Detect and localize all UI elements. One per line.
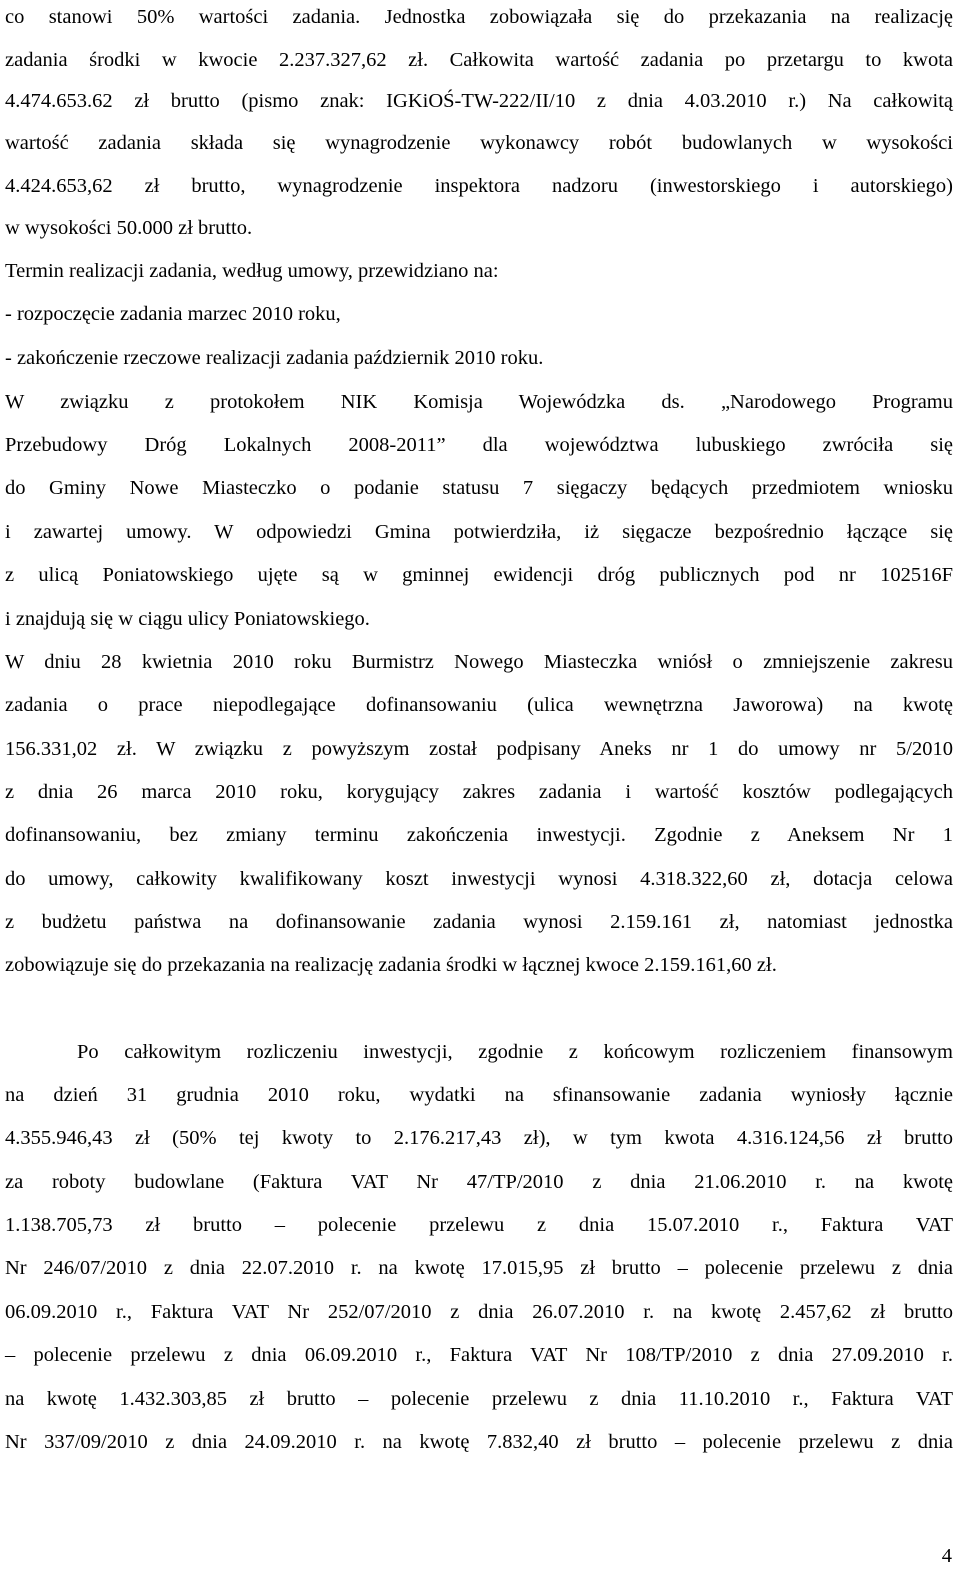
text-line: i zawartej umowy. W odpowiedzi Gmina potwierdziła, iż sięgacze bezpośrednio łączące się [5, 521, 953, 543]
text-line: na kwotę 1.432.303,85 zł brutto – polecenie przelewu z dnia 11.10.2010 r., Faktura VAT [5, 1388, 953, 1410]
text-line: 4.474.653.62 zł brutto (pismo znak: IGKiOŚ-TW-222/II/10 z dnia 4.03.2010 r.) Na całkowitą [5, 90, 953, 112]
text-line: - zakończenie rzeczowe realizacji zadania październik 2010 roku. [5, 347, 544, 369]
text-line: na dzień 31 grudnia 2010 roku, wydatki na sfinansowanie zadania wyniosły łącznie [5, 1084, 953, 1106]
text-line: Przebudowy Dróg Lokalnych 2008-2011” dla województwa lubuskiego zwróciła się [5, 434, 953, 456]
text-line: - rozpoczęcie zadania marzec 2010 roku, [5, 303, 341, 325]
text-line: W dniu 28 kwietnia 2010 roku Burmistrz Nowego Miasteczka wniósł o zmniejszenie zakresu [5, 651, 953, 673]
text-line: z budżetu państwa na dofinansowanie zadania wynosi 2.159.161 zł, natomiast jednostka [5, 911, 953, 933]
text-line: z ulicą Poniatowskiego ujęte są w gminnej ewidencji dróg publicznych pod nr 102516F [5, 564, 953, 586]
text-line: zadania środki w kwocie 2.237.327,62 zł. Całkowita wartość zadania po przetargu to kwota [5, 49, 953, 71]
text-line: W związku z protokołem NIK Komisja Wojewódzka ds. „Narodowego Programu [5, 391, 953, 413]
text-line: 4.424.653,62 zł brutto, wynagrodzenie inspektora nadzoru (inwestorskiego i autorskiego) [5, 175, 953, 197]
text-line: dofinansowaniu, bez zmiany terminu zakończenia inwestycji. Zgodnie z Aneksem Nr 1 [5, 824, 953, 846]
text-line: co stanowi 50% wartości zadania. Jednostka zobowiązała się do przekazania na realizację [5, 6, 953, 28]
page-number: 4 [941, 1545, 952, 1567]
text-line: i znajdują się w ciągu ulicy Poniatowskiego. [5, 608, 370, 630]
text-line: – polecenie przelewu z dnia 06.09.2010 r., Faktura VAT Nr 108/TP/2010 z dnia 27.09.2010 r. [5, 1344, 953, 1366]
text-line: za roboty budowlane (Faktura VAT Nr 47/TP/2010 z dnia 21.06.2010 r. na kwotę [5, 1171, 953, 1193]
text-line: do umowy, całkowity kwalifikowany koszt inwestycji wynosi 4.318.322,60 zł, dotacja celowa [5, 868, 953, 890]
text-line: 06.09.2010 r., Faktura VAT Nr 252/07/2010 z dnia 26.07.2010 r. na kwotę 2.457,62 zł brutto [5, 1301, 953, 1323]
text-line: do Gminy Nowe Miasteczko o podanie statusu 7 sięgaczy będących przedmiotem wniosku [5, 477, 953, 499]
text-line: Termin realizacji zadania, według umowy, przewidziano na: [5, 260, 499, 282]
text-line: zobowiązuje się do przekazania na realizację zadania środki w łącznej kwoce 2.159.161,60 zł. [5, 954, 777, 976]
text-line: z dnia 26 marca 2010 roku, korygujący zakres zadania i wartość kosztów podlegających [5, 781, 953, 803]
text-line: w wysokości 50.000 zł brutto. [5, 217, 253, 239]
text-line: 1.138.705,73 zł brutto – polecenie przelewu z dnia 15.07.2010 r., Faktura VAT [5, 1214, 953, 1236]
text-line: 4.355.946,43 zł (50% tej kwoty to 2.176.217,43 zł), w tym kwota 4.316.124,56 zł brutto [5, 1127, 953, 1149]
text-line: Nr 246/07/2010 z dnia 22.07.2010 r. na kwotę 17.015,95 zł brutto – polecenie przelewu z dnia [5, 1257, 953, 1279]
text-line: zadania o prace niepodlegające dofinansowaniu (ulica wewnętrzna Jaworowa) na kwotę [5, 694, 953, 716]
text-line: 156.331,02 zł. W związku z powyższym został podpisany Aneks nr 1 do umowy nr 5/2010 [5, 738, 953, 760]
text-line: Nr 337/09/2010 z dnia 24.09.2010 r. na kwotę 7.832,40 zł brutto – polecenie przelewu z dnia [5, 1431, 953, 1453]
text-line: Po całkowitym rozliczeniu inwestycji, zgodnie z końcowym rozliczeniem finansowym [77, 1041, 953, 1063]
text-line: wartość zadania składa się wynagrodzenie wykonawcy robót budowlanych w wysokości [5, 132, 953, 154]
